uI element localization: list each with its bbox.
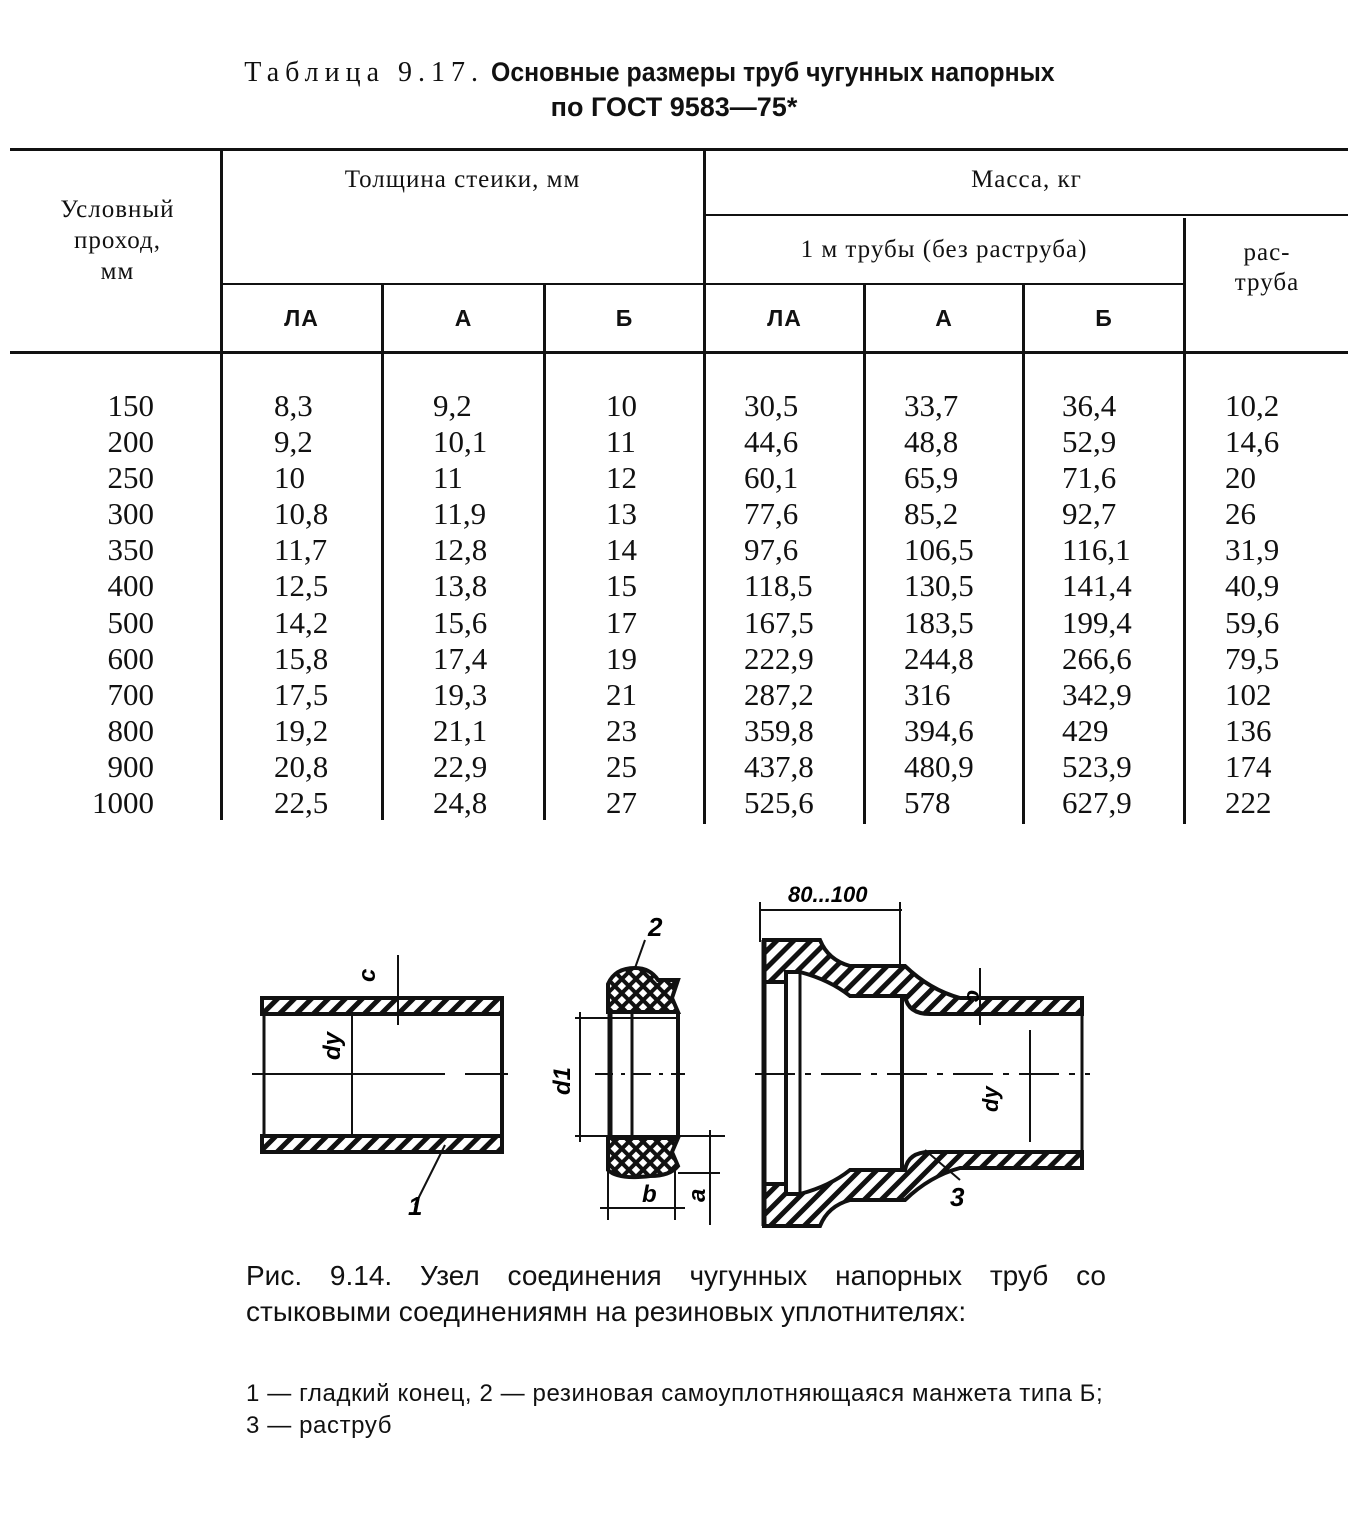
table-cell: 26 <box>1225 496 1256 532</box>
table-cell: 250 <box>107 460 154 496</box>
table-cell: 130,5 <box>904 568 974 604</box>
col-divider <box>220 148 223 820</box>
table-number: Таблица 9.17. <box>244 57 485 88</box>
table-cell: 17,5 <box>274 676 329 712</box>
col-divider <box>1022 283 1025 824</box>
table-cell: 30,5 <box>744 388 799 423</box>
column-mass-a <box>904 388 994 821</box>
table-cell: 12,8 <box>433 532 488 568</box>
table-cell: 1000 <box>92 785 154 821</box>
table-cell: 52,9 <box>1062 424 1117 460</box>
header-line: мм <box>100 258 135 285</box>
header-mass-la: ЛА <box>767 305 802 331</box>
table-cell: 36,4 <box>1062 388 1117 423</box>
table-cell: 627,9 <box>1062 785 1132 821</box>
pipe-joint-drawing <box>240 880 1120 1230</box>
column-thickness-la <box>274 388 354 821</box>
table-cell: 800 <box>107 712 154 748</box>
table-cell: 600 <box>107 640 154 676</box>
table-cell: 523,9 <box>1062 748 1132 784</box>
header-line: рас- <box>1243 239 1291 266</box>
table-cell: 222,9 <box>744 640 814 676</box>
header-mass-per-meter: 1 м трубы (без раструба) <box>800 236 1088 263</box>
label-dy-pipe: dy <box>319 1031 346 1060</box>
table-cell: 14 <box>606 532 637 568</box>
table-cell: 48,8 <box>904 424 959 460</box>
table-cell: 59,6 <box>1225 604 1280 640</box>
table-cell: 266,6 <box>1062 640 1132 676</box>
table-cell: 525,6 <box>744 785 814 821</box>
table-cell: 141,4 <box>1062 568 1132 604</box>
table-cell: 437,8 <box>744 748 814 784</box>
table-cell: 287,2 <box>744 676 814 712</box>
table-cell: 15,6 <box>433 604 488 640</box>
table-cell: 359,8 <box>744 712 814 748</box>
table-cell: 79,5 <box>1225 640 1280 676</box>
table-cell: 13 <box>606 496 637 532</box>
table-cell: 21,1 <box>433 712 488 748</box>
table-cell: 116,1 <box>1062 532 1131 568</box>
figure-caption: Рис. 9.14. Узел соединения чугунных напорных труб со стыковыми соединениямн на резиновых уплотнителях: <box>246 1260 1106 1327</box>
table-cell: 300 <box>107 496 154 532</box>
table-cell: 167,5 <box>744 604 814 640</box>
header-bottom-rule <box>10 351 1348 354</box>
table-cell: 10,8 <box>274 496 329 532</box>
col-divider <box>863 283 866 824</box>
smooth-pipe-end <box>252 955 508 1205</box>
table-cell: 9,2 <box>433 388 472 423</box>
label-b: b <box>642 1181 657 1208</box>
table-cell: 118,5 <box>744 568 813 604</box>
column-thickness-b <box>606 388 656 821</box>
table-cell: 11,9 <box>433 496 487 532</box>
table-cell: 31,9 <box>1225 532 1280 568</box>
column-mass-b <box>1062 388 1152 821</box>
table-cell: 20 <box>1225 460 1256 496</box>
table-cell: 10,2 <box>1225 388 1280 423</box>
label-part-3: 3 <box>950 1182 965 1212</box>
table-cell: 15 <box>606 568 637 604</box>
table-cell: 33,7 <box>904 388 959 423</box>
table-cell: 183,5 <box>904 604 974 640</box>
table-cell: 14,2 <box>274 604 329 640</box>
table-cell: 12,5 <box>274 568 329 604</box>
table-cell: 150 <box>107 388 154 423</box>
table-cell: 19,3 <box>433 676 488 712</box>
col-divider <box>1183 218 1186 824</box>
label-dy-socket: dy <box>978 1086 1003 1112</box>
table-cell: 350 <box>107 532 154 568</box>
col-divider <box>381 283 384 820</box>
header-wall-thickness: Толщина стеики, мм <box>344 166 581 193</box>
table-cell: 27 <box>606 785 637 821</box>
header-line: труба <box>1234 269 1300 296</box>
table-cell: 900 <box>107 748 154 784</box>
table-cell: 13,8 <box>433 568 488 604</box>
table-cell: 8,3 <box>274 388 313 423</box>
table-cell: 24,8 <box>433 785 488 821</box>
column-nominal-bore <box>60 388 154 821</box>
table-cell: 500 <box>107 604 154 640</box>
table-cell: 394,6 <box>904 712 974 748</box>
table-cell: 11,7 <box>274 532 328 568</box>
header-class-la: ЛА <box>284 305 319 331</box>
table-cell: 11 <box>606 424 636 460</box>
table-cell: 578 <box>904 785 951 821</box>
table-title <box>0 55 1348 124</box>
column-mass-la <box>744 388 834 821</box>
header-mass: Масса, кг <box>971 166 1082 193</box>
table-cell: 20,8 <box>274 748 329 784</box>
figure-legend: 1 — гладкий конец, 2 — резиновая самоуплотняющаяся манжета типа Б; 3 — раструб <box>246 1380 1104 1439</box>
table-cell: 9,2 <box>274 424 313 460</box>
header-socket <box>1186 238 1348 298</box>
table-cell: 22,5 <box>274 785 329 821</box>
label-part-1: 1 <box>408 1191 423 1221</box>
table-cell: 85,2 <box>904 496 959 532</box>
column-thickness-a <box>433 388 513 821</box>
table-cell: 22,9 <box>433 748 488 784</box>
label-d1: d1 <box>549 1066 576 1095</box>
header-class-a: А <box>454 305 473 331</box>
table-cell: 17 <box>606 604 637 640</box>
header-line: проход, <box>73 227 162 254</box>
header-line: Условный <box>60 196 175 223</box>
table-title-standard: по ГОСТ 9583—75* <box>550 92 798 122</box>
table-cell: 174 <box>1225 748 1272 784</box>
table-cell: 342,9 <box>1062 676 1132 712</box>
table-cell: 71,6 <box>1062 460 1117 496</box>
table-cell: 21 <box>606 676 637 712</box>
table-cell: 222 <box>1225 785 1272 821</box>
table-cell: 102 <box>1225 676 1272 712</box>
table-cell: 23 <box>606 712 637 748</box>
table-cell: 60,1 <box>744 460 799 496</box>
mass-header-rule <box>705 214 1348 216</box>
table-cell: 97,6 <box>744 532 799 568</box>
table-cell: 316 <box>904 676 951 712</box>
table-cell: 14,6 <box>1225 424 1280 460</box>
header-mass-b: Б <box>1095 305 1113 331</box>
label-part-2: 2 <box>648 912 663 942</box>
label-socket-length: 80...100 <box>788 882 868 907</box>
table-cell: 200 <box>107 424 154 460</box>
table-cell: 15,8 <box>274 640 329 676</box>
table-cell: 10 <box>606 388 637 423</box>
label-c-wall: c <box>354 968 381 982</box>
table-cell: 25 <box>606 748 637 784</box>
pipe-socket <box>755 902 1090 1226</box>
table-cell: 11 <box>433 460 463 496</box>
col-divider <box>543 283 546 820</box>
column-mass-socket <box>1225 388 1315 821</box>
table-cell: 480,9 <box>904 748 974 784</box>
table-cell: 40,9 <box>1225 568 1280 604</box>
table-cell: 77,6 <box>744 496 799 532</box>
table-cell: 199,4 <box>1062 604 1132 640</box>
table-cell: 136 <box>1225 712 1272 748</box>
table-cell: 400 <box>107 568 154 604</box>
table-cell: 244,8 <box>904 640 974 676</box>
table-cell: 19,2 <box>274 712 329 748</box>
table-cell: 19 <box>606 640 637 676</box>
table-cell: 17,4 <box>433 640 488 676</box>
table-cell: 429 <box>1062 712 1109 748</box>
header-mass-a: А <box>935 305 953 331</box>
table-cell: 700 <box>107 676 154 712</box>
label-a: a <box>684 1188 711 1202</box>
table-title-text: Основные размеры труб чугунных напорных <box>491 57 1055 87</box>
table-cell: 10,1 <box>433 424 488 460</box>
table-cell: 12 <box>606 460 637 496</box>
table-cell: 92,7 <box>1062 496 1117 532</box>
label-c-socket: c <box>962 990 987 1003</box>
header-nominal-bore <box>20 194 215 287</box>
table-cell: 10 <box>274 460 305 496</box>
table-cell: 44,6 <box>744 424 799 460</box>
table-cell: 106,5 <box>904 532 974 568</box>
header-class-b: Б <box>615 305 634 331</box>
table-top-rule <box>10 148 1348 151</box>
table-cell: 65,9 <box>904 460 959 496</box>
